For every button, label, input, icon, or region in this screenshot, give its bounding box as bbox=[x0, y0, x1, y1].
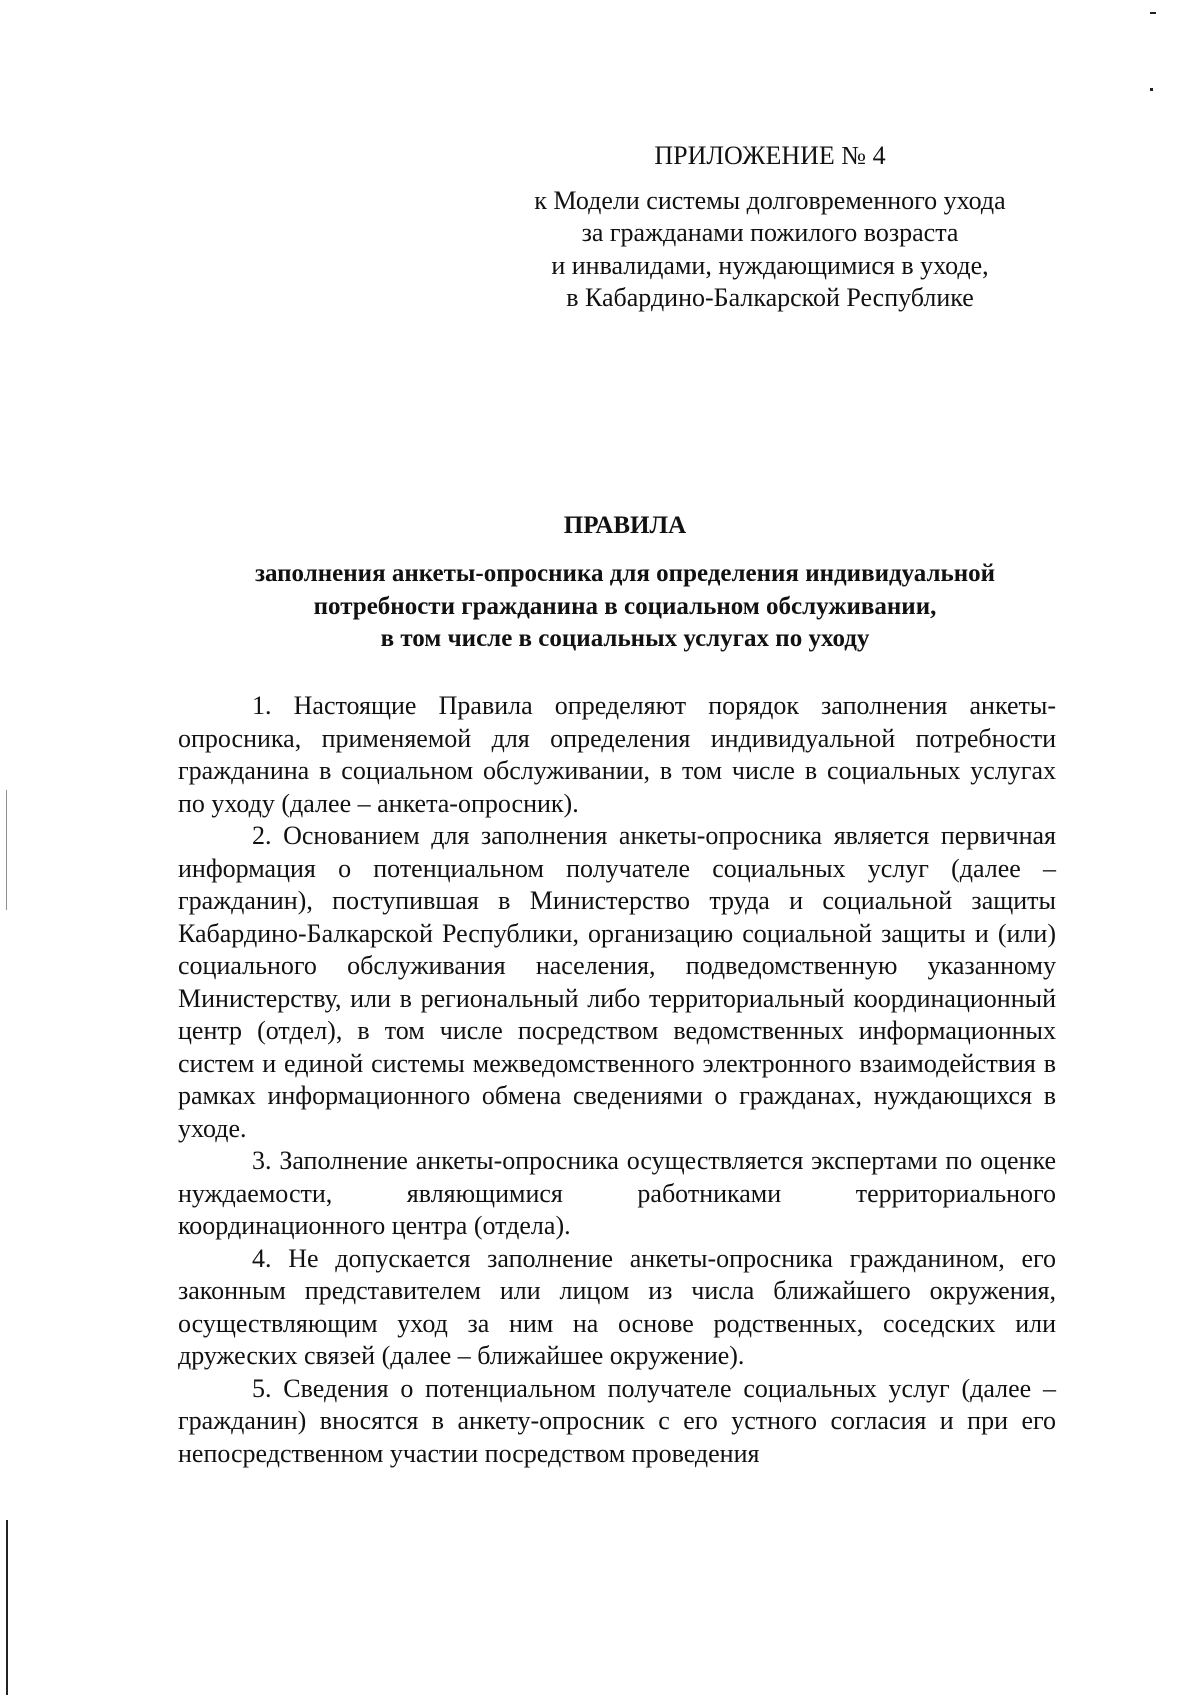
document-subtitle bbox=[150, 558, 1100, 656]
subtitle-line: в том числе в социальных услугах по уходу bbox=[380, 625, 870, 652]
scan-speck bbox=[1150, 88, 1153, 91]
appendix-line: в Кабардино-Балкарской Республике bbox=[566, 283, 974, 312]
appendix-line: к Модели системы долговременного ухода bbox=[534, 185, 1006, 215]
appendix-block bbox=[490, 140, 1050, 315]
paragraph-2: 2. Основанием для заполнения анкеты-опросника является первичная информация о потенциальном получателе социальных услуг (далее – гражданин), поступившая в Министерство труда и социальной защиты Кабардино-Балкарской Республики, организацию социальной защиты и (или) социального обслуживания населения, подведомственную указанному Министерству, или в региональный либо территориальный координационный центр (отдел), в том числе посредством ведомственных информационных систем и единой системы межведомственного электронного взаимодействия в рамках информационного обмена сведениями о гражданах, нуждающихся в уходе. bbox=[178, 821, 1056, 1143]
paragraph-4: 4. Не допускается заполнение анкеты-опросника гражданином, его законным представителем или лицом из числа ближайшего окружения, осуществляющим уход за ним на основе родственных, соседских или дружеских связей (далее – ближайшее окружение). bbox=[178, 1243, 1056, 1370]
scan-edge-line bbox=[6, 790, 7, 910]
appendix-heading: ПРИЛОЖЕНИЕ № 4 bbox=[654, 141, 886, 170]
subtitle-line: заполнения анкеты-опросника для определения индивидуальной bbox=[254, 560, 996, 587]
scan-edge-line bbox=[6, 1520, 8, 1695]
appendix-line: за гражданами пожилого возраста bbox=[581, 218, 959, 247]
paragraph-1: 1. Настоящие Правила определяют порядок заполнения анкеты-опросника, применяемой для определения индивидуальной потребности гражданина в социальном обслуживании, в том числе в социальных услугах по уходу (далее – анкета-опросник). bbox=[178, 691, 1056, 818]
document-title: ПРАВИЛА bbox=[563, 512, 687, 539]
scan-speck bbox=[1150, 12, 1156, 14]
paragraph-5: 5. Сведения о потенциальном получателе социальных услуг (далее – гражданин) вносятся в анкету-опросник с его устного согласия и при его непосредственном участии посредством проведения bbox=[178, 1373, 1056, 1468]
subtitle-line: потребности гражданина в социальном обслуживании, bbox=[313, 592, 937, 620]
appendix-line: и инвалидами, нуждающимися в уходе, bbox=[551, 250, 989, 280]
document-body bbox=[178, 690, 1056, 1470]
paragraph-3: 3. Заполнение анкеты-опросника осуществляется экспертами по оценке нуждаемости, являющимися работниками территориального координационного центра (отдела). bbox=[178, 1146, 1056, 1240]
